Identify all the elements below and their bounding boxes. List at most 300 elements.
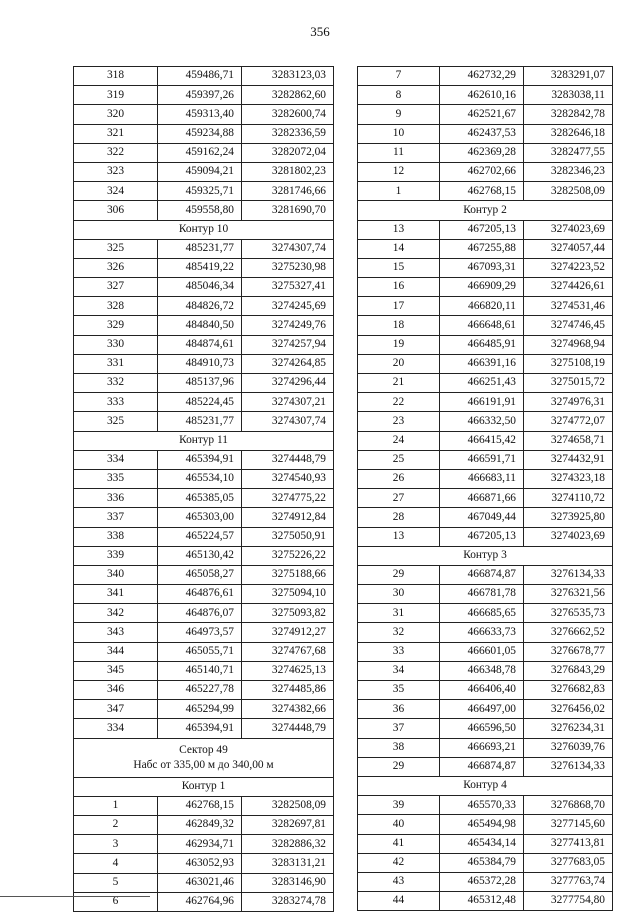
y-coordinate-cell: 3282477,55	[524, 143, 613, 162]
x-coordinate-cell: 462521,67	[440, 105, 524, 124]
table-row	[74, 815, 334, 834]
x-coordinate-cell: 459325,71	[158, 182, 242, 201]
y-coordinate-cell: 3274264,85	[242, 354, 334, 373]
y-coordinate-cell: 3282646,18	[524, 124, 613, 143]
contour-header-row	[358, 546, 613, 565]
y-coordinate-cell: 3282886,32	[242, 835, 334, 854]
y-coordinate-cell: 3274245,69	[242, 297, 334, 316]
coordinates-table-left	[73, 66, 334, 912]
x-coordinate-cell: 465385,05	[158, 489, 242, 508]
y-coordinate-cell: 3274912,27	[242, 623, 334, 642]
y-coordinate-cell: 3274448,79	[242, 450, 334, 469]
y-coordinate-cell: 3274023,69	[524, 220, 613, 239]
y-coordinate-cell: 3276868,70	[524, 796, 613, 815]
point-number-cell: 29	[358, 757, 440, 776]
y-coordinate-cell: 3274658,71	[524, 431, 613, 450]
table-row	[74, 700, 334, 719]
y-coordinate-cell: 3275226,22	[242, 546, 334, 565]
x-coordinate-cell: 484840,50	[158, 316, 242, 335]
x-coordinate-cell: 465372,28	[440, 872, 524, 891]
table-row	[74, 527, 334, 546]
coordinates-table-right	[357, 66, 613, 911]
table-row	[358, 450, 613, 469]
table-row	[74, 124, 334, 143]
y-coordinate-cell: 3276535,73	[524, 604, 613, 623]
point-number-cell: 335	[74, 469, 158, 488]
x-coordinate-cell: 485419,22	[158, 258, 242, 277]
y-coordinate-cell: 3277413,81	[524, 834, 613, 853]
table-row	[74, 258, 334, 277]
footer-rule	[0, 896, 150, 897]
point-number-cell: 340	[74, 565, 158, 584]
point-number-cell: 344	[74, 642, 158, 661]
sector-height-range: Набс от 335,00 м до 340,00 м	[133, 758, 274, 771]
table-row	[74, 297, 334, 316]
sector-title: Сектор 49	[179, 743, 228, 756]
x-coordinate-cell: 467255,88	[440, 239, 524, 258]
y-coordinate-cell: 3283131,21	[242, 854, 334, 873]
point-number-cell: 44	[358, 892, 440, 911]
x-coordinate-cell: 466391,16	[440, 354, 524, 373]
point-number-cell: 330	[74, 335, 158, 354]
x-coordinate-cell: 467205,13	[440, 527, 524, 546]
contour-header-row	[74, 220, 334, 239]
x-coordinate-cell: 466596,50	[440, 719, 524, 738]
point-number-cell: 15	[358, 258, 440, 277]
y-coordinate-cell: 3277145,60	[524, 815, 613, 834]
x-coordinate-cell: 466648,61	[440, 316, 524, 335]
table-row	[358, 642, 613, 661]
x-coordinate-cell: 485137,96	[158, 374, 242, 393]
point-number-cell: 338	[74, 527, 158, 546]
y-coordinate-cell: 3275093,82	[242, 604, 334, 623]
point-number-cell: 34	[358, 661, 440, 680]
table-row	[358, 623, 613, 642]
point-number-cell: 8	[358, 86, 440, 105]
table-row	[358, 469, 613, 488]
table-row	[358, 374, 613, 393]
point-number-cell: 33	[358, 642, 440, 661]
point-number-cell: 31	[358, 604, 440, 623]
table-row	[74, 546, 334, 565]
point-number-cell: 346	[74, 681, 158, 700]
point-number-cell: 38	[358, 738, 440, 757]
table-row	[74, 585, 334, 604]
y-coordinate-cell: 3276321,56	[524, 585, 613, 604]
y-coordinate-cell: 3276662,52	[524, 623, 613, 642]
point-number-cell: 14	[358, 239, 440, 258]
x-coordinate-cell: 462934,71	[158, 835, 242, 854]
x-coordinate-cell: 466683,11	[440, 469, 524, 488]
x-coordinate-cell: 465312,48	[440, 892, 524, 911]
table-row	[358, 508, 613, 527]
point-number-cell: 2	[74, 815, 158, 834]
y-coordinate-cell: 3281802,23	[242, 162, 334, 181]
y-coordinate-cell: 3282600,74	[242, 105, 334, 124]
table-row	[74, 565, 334, 584]
y-coordinate-cell: 3274968,94	[524, 335, 613, 354]
y-coordinate-cell: 3274772,07	[524, 412, 613, 431]
point-number-cell: 28	[358, 508, 440, 527]
point-number-cell: 21	[358, 374, 440, 393]
y-coordinate-cell: 3282697,81	[242, 815, 334, 834]
point-number-cell: 345	[74, 661, 158, 680]
table-row	[358, 834, 613, 853]
y-coordinate-cell: 3283038,11	[524, 86, 613, 105]
x-coordinate-cell: 465058,27	[158, 565, 242, 584]
table-row	[74, 412, 334, 431]
point-number-cell: 13	[358, 220, 440, 239]
x-coordinate-cell: 466633,73	[440, 623, 524, 642]
point-number-cell: 41	[358, 834, 440, 853]
point-number-cell: 334	[74, 719, 158, 738]
x-coordinate-cell: 465494,98	[440, 815, 524, 834]
y-coordinate-cell: 3274775,22	[242, 489, 334, 508]
table-row	[358, 278, 613, 297]
x-coordinate-cell: 466685,65	[440, 604, 524, 623]
point-number-cell: 325	[74, 239, 158, 258]
x-coordinate-cell: 465534,10	[158, 469, 242, 488]
table-row	[74, 201, 334, 220]
x-coordinate-cell: 484910,73	[158, 354, 242, 373]
x-coordinate-cell: 459486,71	[158, 67, 242, 86]
y-coordinate-cell: 3276134,33	[524, 757, 613, 776]
point-number-cell: 328	[74, 297, 158, 316]
table-row	[74, 719, 334, 738]
point-number-cell: 35	[358, 681, 440, 700]
y-coordinate-cell: 3274432,91	[524, 450, 613, 469]
y-coordinate-cell: 3276456,02	[524, 700, 613, 719]
x-coordinate-cell: 465434,14	[440, 834, 524, 853]
table-row	[74, 162, 334, 181]
point-number-cell: 9	[358, 105, 440, 124]
point-number-cell: 323	[74, 162, 158, 181]
y-coordinate-cell: 3277683,05	[524, 853, 613, 872]
point-number-cell: 320	[74, 105, 158, 124]
x-coordinate-cell: 465227,78	[158, 681, 242, 700]
x-coordinate-cell: 462732,29	[440, 67, 524, 86]
table-row	[358, 815, 613, 834]
table-row	[358, 335, 613, 354]
x-coordinate-cell: 485224,45	[158, 393, 242, 412]
y-coordinate-cell: 3276134,33	[524, 565, 613, 584]
x-coordinate-cell: 466871,66	[440, 489, 524, 508]
contour-header: Контур 11	[74, 431, 334, 450]
x-coordinate-cell: 466591,71	[440, 450, 524, 469]
x-coordinate-cell: 464876,61	[158, 585, 242, 604]
point-number-cell: 3	[74, 835, 158, 854]
y-coordinate-cell: 3275050,91	[242, 527, 334, 546]
x-coordinate-cell: 462369,28	[440, 143, 524, 162]
table-row	[74, 86, 334, 105]
x-coordinate-cell: 466601,05	[440, 642, 524, 661]
point-number-cell: 341	[74, 585, 158, 604]
table-row	[358, 182, 613, 201]
point-number-cell: 13	[358, 527, 440, 546]
point-number-cell: 324	[74, 182, 158, 201]
contour-header: Контур 2	[358, 201, 613, 220]
table-body	[358, 67, 613, 911]
x-coordinate-cell: 459162,24	[158, 143, 242, 162]
contour-header-row	[358, 776, 613, 795]
table-row	[74, 642, 334, 661]
point-number-cell: 337	[74, 508, 158, 527]
point-number-cell: 332	[74, 374, 158, 393]
x-coordinate-cell: 466820,11	[440, 297, 524, 316]
y-coordinate-cell: 3283123,03	[242, 67, 334, 86]
table-body	[74, 67, 334, 912]
table-row	[74, 661, 334, 680]
x-coordinate-cell: 466415,42	[440, 431, 524, 450]
x-coordinate-cell: 459313,40	[158, 105, 242, 124]
y-coordinate-cell: 3282842,78	[524, 105, 613, 124]
x-coordinate-cell: 467049,44	[440, 508, 524, 527]
table-row	[358, 738, 613, 757]
y-coordinate-cell: 3274323,18	[524, 469, 613, 488]
y-coordinate-cell: 3274382,66	[242, 700, 334, 719]
x-coordinate-cell: 485231,77	[158, 239, 242, 258]
x-coordinate-cell: 462768,15	[440, 182, 524, 201]
table-row	[358, 258, 613, 277]
point-number-cell: 336	[74, 489, 158, 508]
y-coordinate-cell: 3274307,21	[242, 393, 334, 412]
table-row	[74, 182, 334, 201]
table-row	[358, 796, 613, 815]
y-coordinate-cell: 3274485,86	[242, 681, 334, 700]
contour-header: Контур 3	[358, 546, 613, 565]
point-number-cell: 342	[74, 604, 158, 623]
point-number-cell: 5	[74, 873, 158, 892]
x-coordinate-cell: 463052,93	[158, 854, 242, 873]
y-coordinate-cell: 3283146,90	[242, 873, 334, 892]
x-coordinate-cell: 459397,26	[158, 86, 242, 105]
point-number-cell: 319	[74, 86, 158, 105]
x-coordinate-cell: 466781,78	[440, 585, 524, 604]
y-coordinate-cell: 3274296,44	[242, 374, 334, 393]
table-row	[74, 239, 334, 258]
point-number-cell: 327	[74, 278, 158, 297]
y-coordinate-cell: 3276234,31	[524, 719, 613, 738]
table-row	[358, 661, 613, 680]
point-number-cell: 306	[74, 201, 158, 220]
table-row	[74, 623, 334, 642]
y-coordinate-cell: 3275015,72	[524, 374, 613, 393]
x-coordinate-cell: 467093,31	[440, 258, 524, 277]
point-number-cell: 30	[358, 585, 440, 604]
point-number-cell: 18	[358, 316, 440, 335]
x-coordinate-cell: 466693,21	[440, 738, 524, 757]
point-number-cell: 43	[358, 872, 440, 891]
x-coordinate-cell: 466406,40	[440, 681, 524, 700]
x-coordinate-cell: 485231,77	[158, 412, 242, 431]
table-row	[358, 872, 613, 891]
table-row	[358, 681, 613, 700]
y-coordinate-cell: 3282862,60	[242, 86, 334, 105]
x-coordinate-cell: 465140,71	[158, 661, 242, 680]
point-number-cell: 12	[358, 162, 440, 181]
point-number-cell: 4	[74, 854, 158, 873]
x-coordinate-cell: 466485,91	[440, 335, 524, 354]
contour-header: Контур 10	[74, 220, 334, 239]
table-row	[358, 124, 613, 143]
x-coordinate-cell: 484874,61	[158, 335, 242, 354]
point-number-cell: 25	[358, 450, 440, 469]
table-row	[74, 854, 334, 873]
point-number-cell: 27	[358, 489, 440, 508]
table-row	[74, 508, 334, 527]
table-row	[74, 374, 334, 393]
x-coordinate-cell: 465294,99	[158, 700, 242, 719]
table-row	[358, 757, 613, 776]
y-coordinate-cell: 3277763,74	[524, 872, 613, 891]
table-row	[358, 700, 613, 719]
y-coordinate-cell: 3274223,52	[524, 258, 613, 277]
y-coordinate-cell: 3274912,84	[242, 508, 334, 527]
x-coordinate-cell: 459558,80	[158, 201, 242, 220]
y-coordinate-cell: 3274023,69	[524, 527, 613, 546]
table-row	[358, 527, 613, 546]
x-coordinate-cell: 459094,21	[158, 162, 242, 181]
point-number-cell: 20	[358, 354, 440, 373]
sector-header-row	[74, 738, 334, 777]
point-number-cell: 40	[358, 815, 440, 834]
point-number-cell: 326	[74, 258, 158, 277]
table-row	[74, 393, 334, 412]
x-coordinate-cell: 465384,79	[440, 853, 524, 872]
y-coordinate-cell: 3274448,79	[242, 719, 334, 738]
x-coordinate-cell: 466909,29	[440, 278, 524, 297]
y-coordinate-cell: 3274057,44	[524, 239, 613, 258]
sector-header	[74, 738, 334, 777]
y-coordinate-cell: 3281746,66	[242, 182, 334, 201]
x-coordinate-cell: 465570,33	[440, 796, 524, 815]
table-row	[358, 354, 613, 373]
table-row	[74, 469, 334, 488]
x-coordinate-cell: 466874,87	[440, 565, 524, 584]
contour-header: Контур 1	[74, 777, 334, 796]
table-row	[358, 412, 613, 431]
y-coordinate-cell: 3282346,23	[524, 162, 613, 181]
y-coordinate-cell: 3282508,09	[524, 182, 613, 201]
y-coordinate-cell: 3282072,04	[242, 143, 334, 162]
point-number-cell: 23	[358, 412, 440, 431]
y-coordinate-cell: 3274110,72	[524, 489, 613, 508]
x-coordinate-cell: 462610,16	[440, 86, 524, 105]
x-coordinate-cell: 462849,32	[158, 815, 242, 834]
x-coordinate-cell: 459234,88	[158, 124, 242, 143]
y-coordinate-cell: 3274426,61	[524, 278, 613, 297]
x-coordinate-cell: 485046,34	[158, 278, 242, 297]
table-row	[358, 143, 613, 162]
x-coordinate-cell: 464876,07	[158, 604, 242, 623]
table-row	[358, 297, 613, 316]
y-coordinate-cell: 3283274,78	[242, 892, 334, 911]
y-coordinate-cell: 3283291,07	[524, 67, 613, 86]
table-row	[74, 489, 334, 508]
table-row	[358, 162, 613, 181]
x-coordinate-cell: 462702,66	[440, 162, 524, 181]
y-coordinate-cell: 3274307,74	[242, 412, 334, 431]
table-row	[358, 239, 613, 258]
y-coordinate-cell: 3274257,94	[242, 335, 334, 354]
y-coordinate-cell: 3274767,68	[242, 642, 334, 661]
table-row	[74, 450, 334, 469]
x-coordinate-cell: 467205,13	[440, 220, 524, 239]
table-row	[358, 220, 613, 239]
x-coordinate-cell: 466874,87	[440, 757, 524, 776]
point-number-cell: 24	[358, 431, 440, 450]
table-row	[74, 143, 334, 162]
point-number-cell: 1	[358, 182, 440, 201]
table-row	[358, 719, 613, 738]
point-number-cell: 7	[358, 67, 440, 86]
table-row	[358, 67, 613, 86]
table-row	[74, 873, 334, 892]
point-number-cell: 331	[74, 354, 158, 373]
y-coordinate-cell: 3275230,98	[242, 258, 334, 277]
table-row	[74, 835, 334, 854]
y-coordinate-cell: 3276843,29	[524, 661, 613, 680]
point-number-cell: 36	[358, 700, 440, 719]
x-coordinate-cell: 462768,15	[158, 796, 242, 815]
y-coordinate-cell: 3274625,13	[242, 661, 334, 680]
y-coordinate-cell: 3277754,80	[524, 892, 613, 911]
table-row	[358, 604, 613, 623]
y-coordinate-cell: 3274746,45	[524, 316, 613, 335]
point-number-cell: 42	[358, 853, 440, 872]
table-row	[74, 681, 334, 700]
x-coordinate-cell: 463021,46	[158, 873, 242, 892]
point-number-cell: 32	[358, 623, 440, 642]
table-row	[358, 489, 613, 508]
point-number-cell: 339	[74, 546, 158, 565]
table-row	[74, 335, 334, 354]
table-row	[358, 393, 613, 412]
contour-header: Контур 4	[358, 776, 613, 795]
point-number-cell: 1	[74, 796, 158, 815]
y-coordinate-cell: 3274976,31	[524, 393, 613, 412]
y-coordinate-cell: 3276039,76	[524, 738, 613, 757]
point-number-cell: 37	[358, 719, 440, 738]
y-coordinate-cell: 3274307,74	[242, 239, 334, 258]
y-coordinate-cell: 3275094,10	[242, 585, 334, 604]
point-number-cell: 11	[358, 143, 440, 162]
point-number-cell: 325	[74, 412, 158, 431]
point-number-cell: 6	[74, 892, 158, 911]
x-coordinate-cell: 465394,91	[158, 719, 242, 738]
point-number-cell: 17	[358, 297, 440, 316]
point-number-cell: 19	[358, 335, 440, 354]
table-row	[74, 278, 334, 297]
table-row	[358, 431, 613, 450]
y-coordinate-cell: 3273925,80	[524, 508, 613, 527]
table-row	[358, 565, 613, 584]
contour-header-row	[358, 201, 613, 220]
point-number-cell: 318	[74, 67, 158, 86]
point-number-cell: 329	[74, 316, 158, 335]
y-coordinate-cell: 3274531,46	[524, 297, 613, 316]
table-row	[358, 853, 613, 872]
table-row	[74, 316, 334, 335]
contour-header-row	[74, 777, 334, 796]
table-row	[358, 316, 613, 335]
point-number-cell: 26	[358, 469, 440, 488]
point-number-cell: 29	[358, 565, 440, 584]
x-coordinate-cell: 465224,57	[158, 527, 242, 546]
table-row	[74, 354, 334, 373]
x-coordinate-cell: 465394,91	[158, 450, 242, 469]
page-number: 356	[310, 24, 330, 39]
